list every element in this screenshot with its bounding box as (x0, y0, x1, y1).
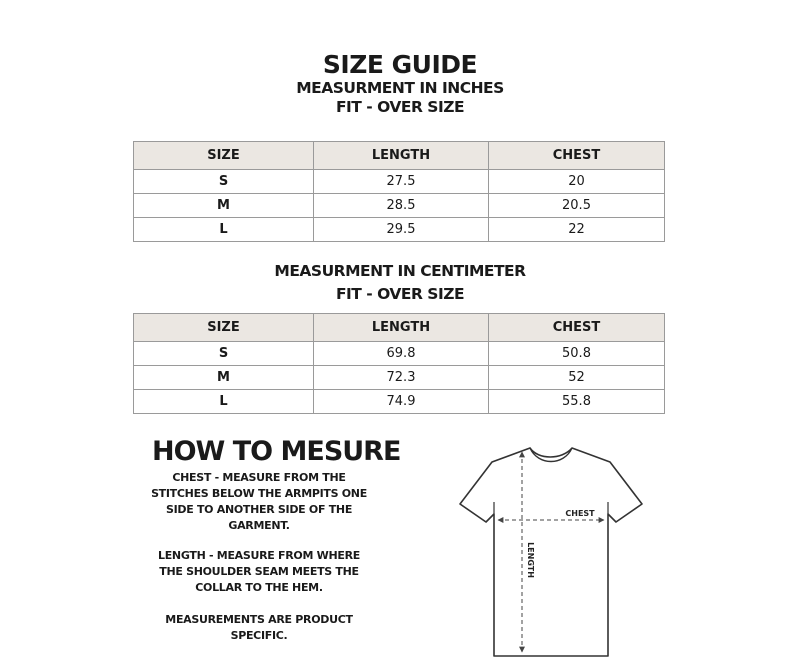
fit-label-centimeters: FIT - OVER SIZE (335, 285, 465, 303)
chest-cell: 20 (489, 170, 665, 194)
product-specific-note: MEASUREMENTS ARE PRODUCT SPECIFIC. (165, 613, 353, 642)
length-cell: 69.8 (314, 342, 489, 366)
chest-cell: 52 (489, 366, 665, 390)
size-cell: L (134, 390, 314, 414)
size-cell: L (134, 218, 314, 242)
length-diagram-label: LENGTH (526, 542, 535, 578)
chest-cell: 50.8 (489, 342, 665, 366)
how-to-measure-title: HOW TO MESURE (152, 436, 401, 467)
chest-diagram-label: CHEST (565, 509, 595, 518)
column-header-size: SIZE (134, 142, 314, 170)
subtitle-centimeters: MEASURMENT IN CENTIMETER (274, 262, 526, 280)
size-cell: S (134, 342, 314, 366)
tshirt-measurement-diagram (456, 440, 646, 662)
length-cell: 72.3 (314, 366, 489, 390)
chest-cell: 55.8 (489, 390, 665, 414)
size-cell: M (134, 194, 314, 218)
length-cell: 28.5 (314, 194, 489, 218)
chest-cell: 20.5 (489, 194, 665, 218)
page-title: SIZE GUIDE (322, 50, 478, 79)
table-row (134, 170, 665, 194)
chest-instruction: CHEST - MEASURE FROM THE STITCHES BELOW THE ARMPITS ONE SIDE TO ANOTHER SIDE OF THE GARMENT. (151, 471, 367, 532)
subtitle-inches: MEASURMENT IN INCHES (296, 79, 504, 97)
table-row (134, 366, 665, 390)
size-table-centimeters (133, 313, 665, 414)
table-row (134, 218, 665, 242)
column-header-length: LENGTH (314, 314, 489, 342)
table-header-row (134, 142, 665, 170)
table-row (134, 390, 665, 414)
chest-cell: 22 (489, 218, 665, 242)
table-row (134, 194, 665, 218)
size-cell: S (134, 170, 314, 194)
length-cell: 27.5 (314, 170, 489, 194)
column-header-chest: CHEST (489, 314, 665, 342)
table-header-row (134, 314, 665, 342)
column-header-size: SIZE (134, 314, 314, 342)
column-header-length: LENGTH (314, 142, 489, 170)
table-row (134, 342, 665, 366)
size-table-inches (133, 141, 665, 242)
length-cell: 29.5 (314, 218, 489, 242)
column-header-chest: CHEST (489, 142, 665, 170)
length-cell: 74.9 (314, 390, 489, 414)
size-cell: M (134, 366, 314, 390)
tshirt-outline-icon (460, 448, 642, 656)
length-instruction: LENGTH - MEASURE FROM WHERE THE SHOULDER SEAM MEETS THE COLLAR TO THE HEM. (158, 549, 360, 594)
fit-label-inches: FIT - OVER SIZE (335, 98, 465, 116)
